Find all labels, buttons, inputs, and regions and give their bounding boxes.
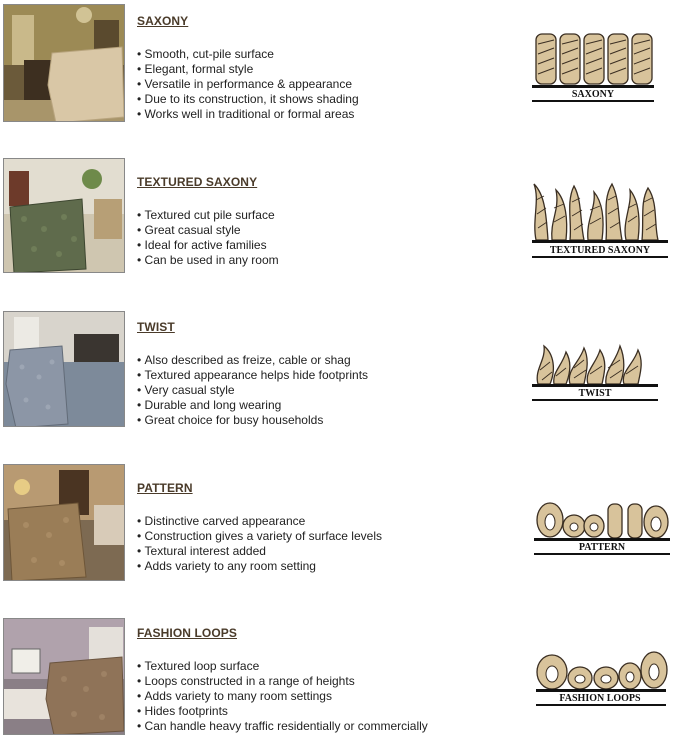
feature-item: • Textured loop surface	[137, 659, 428, 674]
feature-item: • Great choice for busy households	[137, 413, 368, 428]
room-photo-saxony	[3, 4, 125, 122]
feature-item: • Also described as freize, cable or shag	[137, 353, 368, 368]
feature-item: • Textured appearance helps hide footprints	[137, 368, 368, 383]
feature-item: • Very casual style	[137, 383, 368, 398]
diagram-label: PATTERN	[578, 542, 626, 553]
section-title: SAXONY	[137, 14, 189, 28]
section-title: FASHION LOOPS	[137, 626, 237, 640]
feature-item: • Due to its construction, it shows shading	[137, 92, 359, 107]
feature-list	[137, 47, 359, 122]
pile-diagram-twist	[530, 340, 660, 406]
pile-diagram-fashion-loops	[530, 650, 660, 712]
feature-item: • Durable and long wearing	[137, 398, 368, 413]
section-title: PATTERN	[137, 481, 193, 495]
feature-list	[137, 514, 382, 574]
feature-item: • Construction gives a variety of surface levels	[137, 529, 382, 544]
feature-item: • Ideal for active families	[137, 238, 279, 253]
feature-item: • Smooth, cut-pile surface	[137, 47, 359, 62]
feature-item: • Can handle heavy traffic residentially or commercially	[137, 719, 428, 734]
feature-item: • Works well in traditional or formal areas	[137, 107, 359, 122]
section-title: TEXTURED SAXONY	[137, 175, 258, 189]
section-title: TWIST	[137, 320, 175, 334]
feature-list	[137, 353, 368, 428]
feature-item: • Distinctive carved appearance	[137, 514, 382, 529]
room-photo-fashion-loops	[3, 618, 125, 735]
feature-item: • Textural interest added	[137, 544, 382, 559]
feature-item: • Great casual style	[137, 223, 279, 238]
pile-diagram-textured-saxony	[530, 180, 660, 262]
feature-item: • Hides footprints	[137, 704, 428, 719]
feature-item: • Loops constructed in a range of heights	[137, 674, 428, 689]
feature-item: • Versatile in performance & appearance	[137, 77, 359, 92]
room-photo-textured-saxony	[3, 158, 125, 273]
room-photo-twist	[3, 311, 125, 427]
feature-item: • Adds variety to any room setting	[137, 559, 382, 574]
feature-item: • Elegant, formal style	[137, 62, 359, 77]
feature-item: • Can be used in any room	[137, 253, 279, 268]
feature-list	[137, 208, 279, 268]
diagram-label: SAXONY	[571, 89, 615, 100]
feature-item: • Textured cut pile surface	[137, 208, 279, 223]
feature-list	[137, 659, 428, 734]
room-photo-pattern	[3, 464, 125, 581]
diagram-label: TWIST	[578, 388, 612, 399]
feature-item: • Adds variety to many room settings	[137, 689, 428, 704]
diagram-label: FASHION LOOPS	[559, 693, 641, 704]
pile-diagram-saxony	[530, 30, 660, 105]
diagram-label: TEXTURED SAXONY	[549, 245, 651, 256]
pile-diagram-pattern	[530, 498, 660, 560]
